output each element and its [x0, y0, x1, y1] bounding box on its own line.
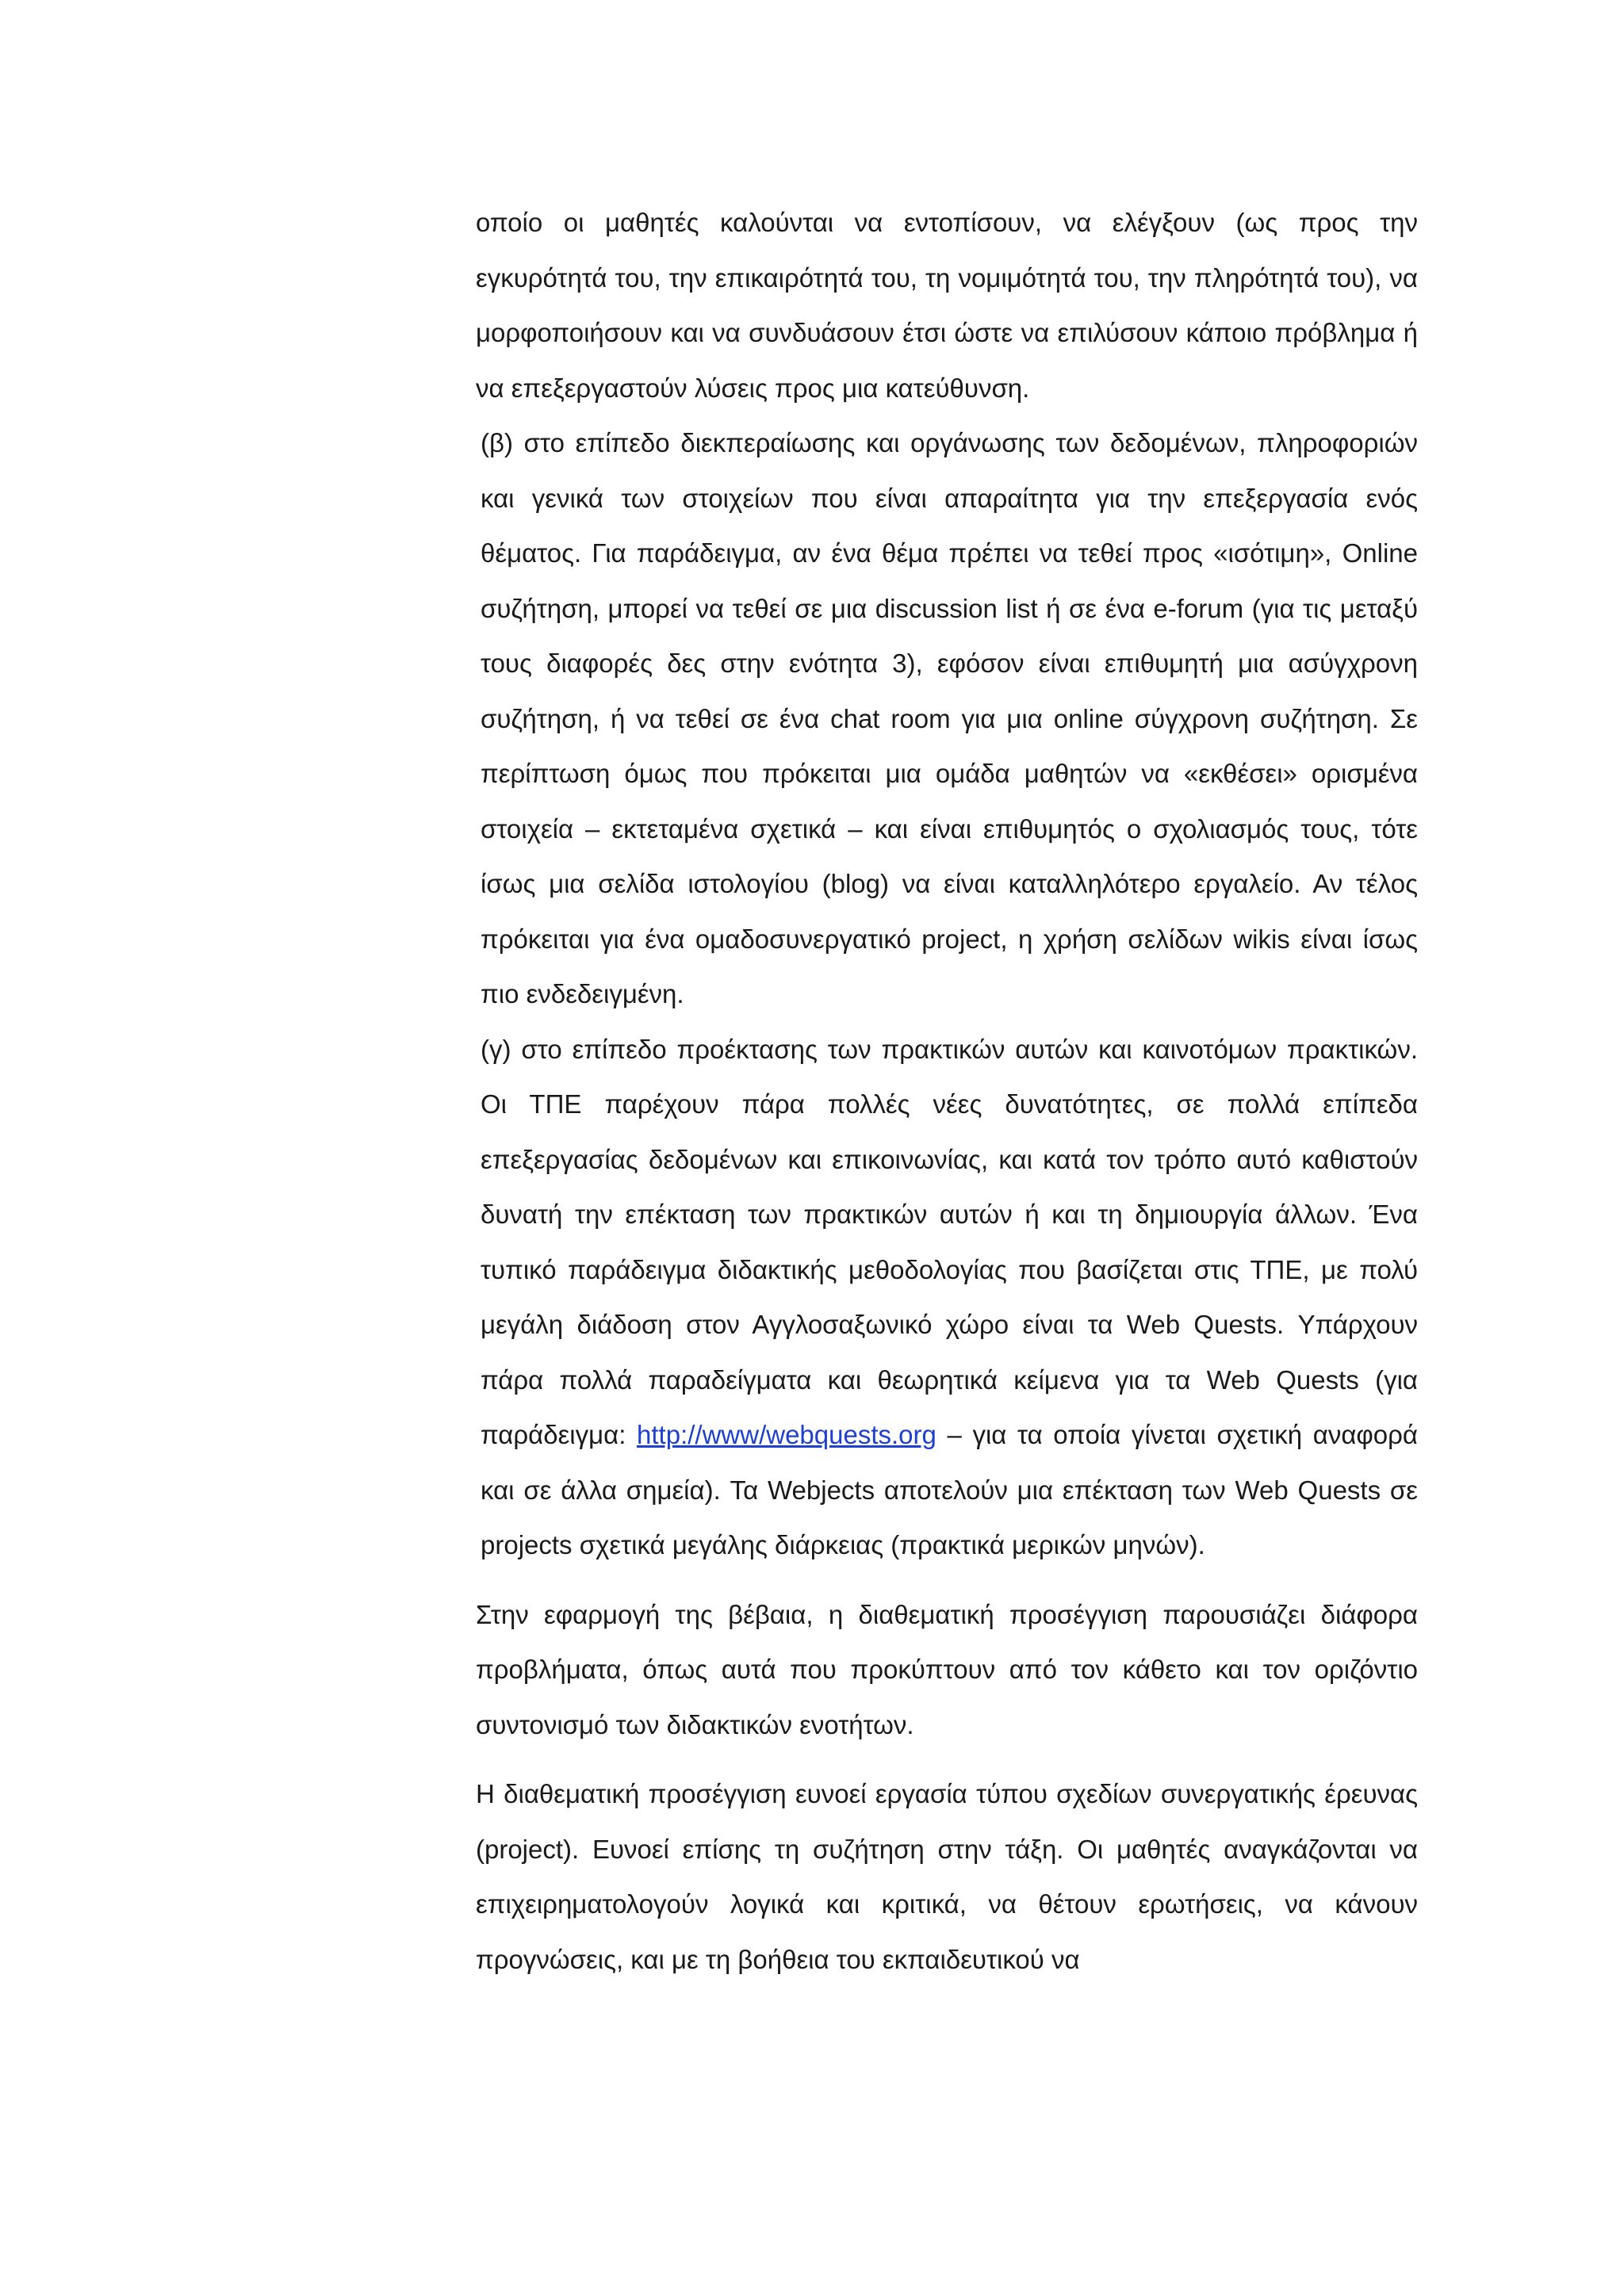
document-page — [476, 195, 1418, 1987]
paragraph-level-c — [476, 1022, 1418, 1573]
paragraph-sources: οποίο οι μαθητές καλούνται να εντοπίσουν, να ελέγξουν (ως προς την εγκυρότητά του, την επικαιρότητά του, τη νομιμότητά του, την πληρότητά του), να μορφοποιήσουν και να συνδυάσουν έτσι ώστε να επιλύσουν κάποιο πρόβλημα ή να επεξεργαστούν λύσεις προς μια κατεύθυνση. — [476, 208, 1418, 403]
paragraph-level-c-text-before-link: (γ) στο επίπεδο προέκτασης των πρακτικών αυτών και καινοτόμων πρακτικών. Οι ΤΠΕ παρέχουν πάρα πολλές νέες δυνατότητες, σε πολλά επίπεδα επεξεργασίας δεδομένων και επικοινωνίας, και κατά τον τρόπο αυτό καθιστούν δυνατή την επέκταση των πρακτικών αυτών ή και τη δημιουργία άλλων. Ένα τυπικό παράδειγμα διδακτικής μεθοδολογίας που βασίζεται στις ΤΠΕ, με πολύ μεγάλη διάδοση στον Αγγλοσαξωνικό χώρο είναι τα Web Quests. Υπάρχουν πάρα πολλά παραδείγματα και θεωρητικά κείμενα για τα Web Quests (για παράδειγμα: — [481, 1034, 1418, 1449]
paragraph-level-b: (β) στο επίπεδο διεκπεραίωσης και οργάνωσης των δεδομένων, πληροφοριών και γενικά των στοιχείων που είναι απαραίτητα για την επεξεργασία ενός θέματος. Για παράδειγμα, αν ένα θέμα πρέπει να τεθεί προς «ισότιμη», Online συζήτηση, μπορεί να τεθεί σε μια discussion list ή σε ένα e-forum (για τις μεταξύ τους διαφορές δες στην ενότητα 3), εφόσον είναι επιθυμητή μια ασύγχρονη συζήτηση, ή να τεθεί σε ένα chat room για μια online σύγχρονη συζήτηση. Σε περίπτωση όμως που πρόκειται μια ομάδα μαθητών να «εκθέσει» ορισμένα στοιχεία – εκτεταμένα σχετικά – και είναι επιθυμητός ο σχολιασμός τους, τότε ίσως μια σελίδα ιστολογίου (blog) να είναι καταλληλότερο εργαλείο. Αν τέλος πρόκειται για ένα ομαδοσυνεργατικό project, η χρήση σελίδων wikis είναι ίσως πιο ενδεδειγμένη. — [481, 428, 1418, 1008]
paragraph-collaborative-research: Η διαθεματική προσέγγιση ευνοεί εργασία τύπου σχεδίων συνεργατικής έρευνας (project). Ευνοεί επίσης τη συζήτηση στην τάξη. Οι μαθητές αναγκάζονται να επιχειρηματολογούν λογικά και κριτικά, να θέτουν ερωτήσεις, να κάνουν προγνώσεις, και με τη βοήθεια του εκπαιδευτικού να — [476, 1779, 1418, 1974]
paragraph-level-c-text-after-link: – για τα οποία γίνεται σχετική αναφορά και σε άλλα σημεία). Τα Webjects αποτελούν μια επέκταση των Web Quests σε projects σχετικά μεγάλης διάρκειας (πρακτικά μερικών μηνών). — [481, 1420, 1418, 1559]
webquests-link[interactable]: http://www/webquests.org — [637, 1420, 936, 1449]
paragraph-implementation-problems: Στην εφαρμογή της βέβαια, η διαθεματική προσέγγιση παρουσιάζει διάφορα προβλήματα, όπως αυτά που προκύπτουν από τον κάθετο και τον οριζόντιο συντονισμό των διδακτικών ενοτήτων. — [476, 1599, 1418, 1739]
